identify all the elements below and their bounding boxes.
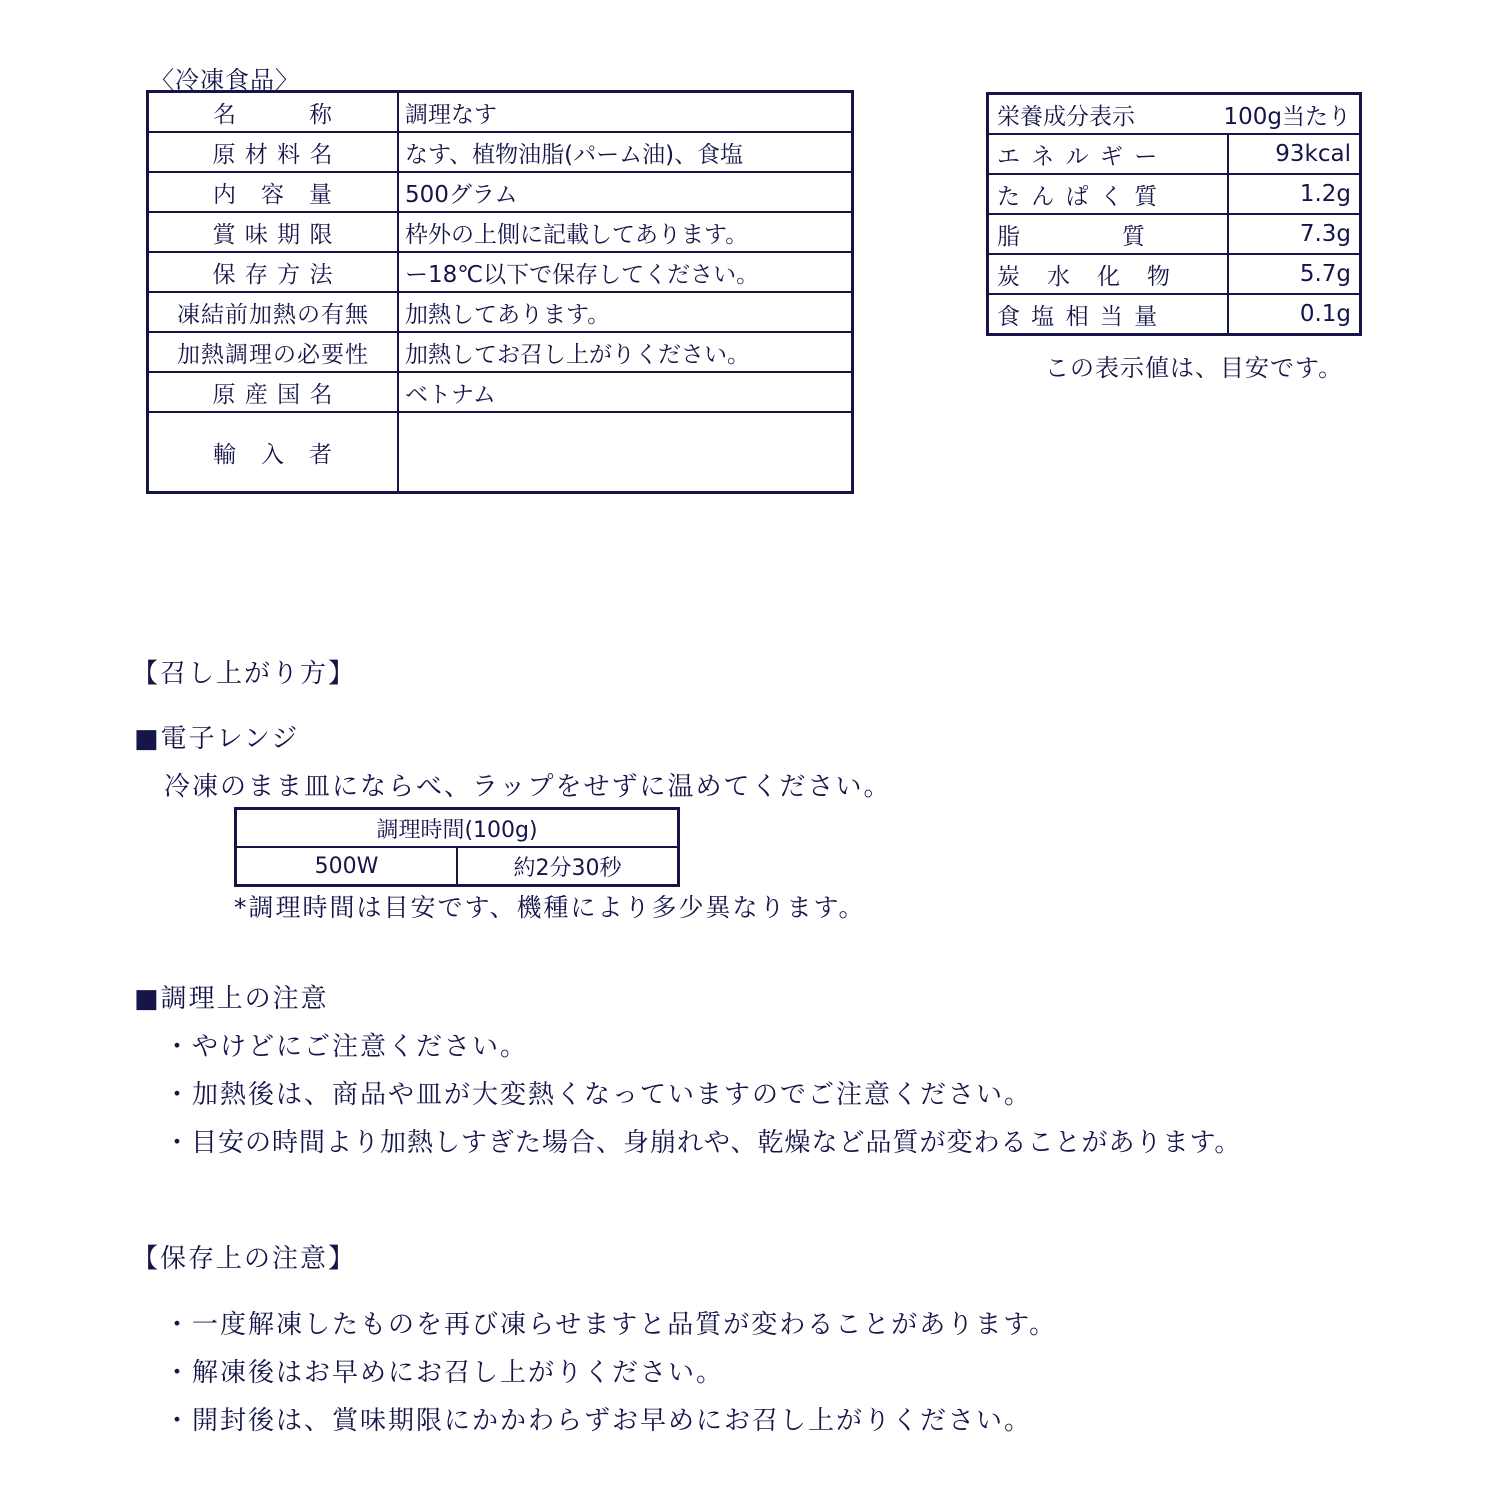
label-row [148, 372, 853, 412]
label-row [148, 292, 853, 332]
nutrition-key: エ ネ ル ギ ー [988, 134, 1229, 174]
storage-caution-item: ・一度解凍したものを再び凍らせますと品質が変わることがあります。 [164, 1310, 1058, 1340]
nutrition-row [988, 174, 1361, 214]
label-value: 枠外の上側に記載してあります。 [398, 212, 853, 252]
nutrition-value: 0.1g [1228, 294, 1361, 335]
label-row [148, 172, 853, 212]
label-key: 輸 入 者 [148, 412, 399, 493]
nutrition-header-row [988, 94, 1361, 135]
label-key: 内 容 量 [148, 172, 399, 212]
cook-watt: 500W [236, 847, 458, 886]
nutrition-table [986, 92, 1362, 336]
cooking-caution-item: ・加熱後は、商品や皿が大変熱くなっていますのでご注意ください。 [164, 1080, 1033, 1110]
label-key: 名 称 [148, 92, 399, 133]
nutrition-value: 93kcal [1228, 134, 1361, 174]
nutrition-row [988, 214, 1361, 254]
nutrition-key: 食 塩 相 当 量 [988, 294, 1229, 335]
cook-table-header: 調理時間(100g) [236, 809, 679, 848]
label-row [148, 92, 853, 133]
label-key: 賞 味 期 限 [148, 212, 399, 252]
nutrition-per: 100g当たり [1223, 103, 1351, 130]
label-row [148, 252, 853, 292]
cooking-caution-item: ・やけどにご注意ください。 [164, 1032, 529, 1062]
nutrition-note: この表示値は、目安です。 [1045, 354, 1344, 382]
nutrition-value: 1.2g [1228, 174, 1361, 214]
category-label: 〈冷凍食品〉 [150, 66, 300, 94]
label-key: 原 産 国 名 [148, 372, 399, 412]
nutrition-row [988, 254, 1361, 294]
nutrition-key: た ん ぱ く 質 [988, 174, 1229, 214]
microwave-heading: ■電子レンジ [134, 724, 300, 754]
label-value [398, 412, 853, 493]
cook-time: 約2分30秒 [457, 847, 679, 886]
label-value: ー18℃以下で保存してください。 [398, 252, 853, 292]
label-row [148, 412, 853, 493]
nutrition-title: 栄養成分表示 [997, 103, 1135, 130]
nutrition-row [988, 134, 1361, 174]
nutrition-key: 脂 質 [988, 214, 1229, 254]
label-key: 凍結前加熱の有無 [148, 292, 399, 332]
label-row [148, 212, 853, 252]
nutrition-row [988, 294, 1361, 335]
product-label-table [146, 90, 854, 494]
nutrition-value: 7.3g [1228, 214, 1361, 254]
nutrition-value: 5.7g [1228, 254, 1361, 294]
label-value: 加熱してあります。 [398, 292, 853, 332]
label-value: 調理なす [398, 92, 853, 133]
cook-note: *調理時間は目安です、機種により多少異なります。 [234, 893, 866, 922]
label-key: 保 存 方 法 [148, 252, 399, 292]
label-value: ベトナム [398, 372, 853, 412]
storage-caution-heading: 【保存上の注意】 [132, 1244, 357, 1274]
label-value: 加熱してお召し上がりください。 [398, 332, 853, 372]
storage-caution-item: ・開封後は、賞味期限にかかわらずお早めにお召し上がりください。 [164, 1406, 1033, 1436]
label-value: 500グラム [398, 172, 853, 212]
cook-header-row [236, 809, 679, 848]
label-row [148, 332, 853, 372]
cooking-caution-heading: ■調理上の注意 [134, 984, 329, 1014]
cook-value-row [236, 847, 679, 886]
label-value: なす、植物油脂(パーム油)、食塩 [398, 132, 853, 172]
storage-caution-item: ・解凍後はお早めにお召し上がりください。 [164, 1358, 725, 1388]
nutrition-header [988, 94, 1361, 135]
cooking-caution-item: ・目安の時間より加熱しすぎた場合、身崩れや、乾燥など品質が変わることがあります。 [164, 1128, 1242, 1158]
cooking-time-table [234, 807, 680, 887]
how-to-eat-heading: 【召し上がり方】 [132, 659, 357, 689]
label-key: 原 材 料 名 [148, 132, 399, 172]
label-key: 加熱調理の必要性 [148, 332, 399, 372]
microwave-text: 冷凍のまま皿にならべ、ラップをせずに温めてください。 [164, 772, 892, 802]
label-row [148, 132, 853, 172]
nutrition-key: 炭 水 化 物 [988, 254, 1229, 294]
